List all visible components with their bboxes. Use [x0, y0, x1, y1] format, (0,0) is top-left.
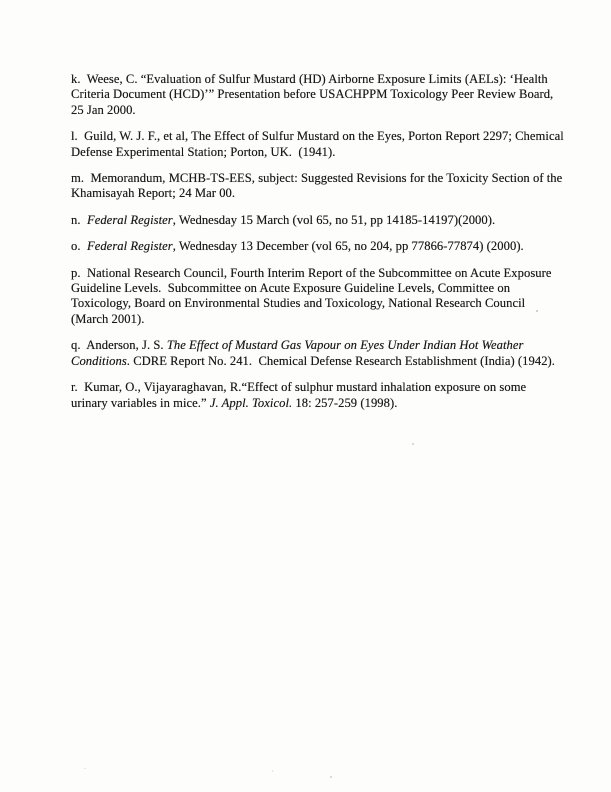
text-line [71, 354, 563, 369]
reference-item-r [71, 380, 563, 411]
text-line [71, 145, 563, 160]
text-run: r. Kumar, O., Vijayaraghavan, R.“Effect of sulphur mustard inhalation exposure on some [71, 380, 527, 395]
italic-text-run: Conditions [71, 353, 127, 368]
text-run: l. Guild, W. J. F., et al, The Effect of Sulfur Mustard on the Eyes, Porton Report 2297; Chemical [71, 129, 564, 144]
text-run: o. [71, 239, 87, 254]
text-line [71, 87, 563, 102]
text-line [71, 281, 563, 296]
text-run: Defense Experimental Station; Porton, UK. (1941). [71, 144, 336, 159]
reference-item-q [71, 338, 563, 369]
text-run: Khamisayah Report; 24 Mar 00. [71, 186, 236, 201]
text-run: . CDRE Report No. 241. Chemical Defense Research Establishment (India) (1942). [126, 353, 555, 368]
text-line [71, 296, 563, 311]
text-run: m. Memorandum, MCHB-TS-EES, subject: Suggested Revisions for the Toxicity Section of the [71, 171, 563, 186]
text-line [71, 239, 563, 254]
text-run: (March 2001). [71, 311, 145, 326]
text-line [71, 380, 563, 395]
scan-speck [536, 310, 538, 312]
text-run: n. [71, 212, 87, 227]
scan-speck [412, 443, 414, 445]
text-run: Criteria Document (HCD)’” Presentation before USACHPPM Toxicology Peer Review Board, [71, 87, 554, 102]
italic-text-run: Federal Register [86, 239, 173, 254]
text-line [71, 338, 563, 353]
italic-text-run: Federal Register [86, 212, 173, 227]
scan-speck [84, 768, 86, 769]
text-line [71, 171, 563, 186]
reference-list [71, 72, 563, 422]
text-run: 18: 257-259 (1998). [292, 395, 398, 410]
reference-item-p [71, 266, 563, 328]
text-line [71, 396, 563, 411]
text-run: Toxicology, Board on Environmental Studies and Toxicology, National Research Council [71, 296, 526, 311]
text-line [71, 72, 563, 87]
scan-speck [330, 776, 332, 778]
text-line [71, 213, 563, 228]
text-line [71, 129, 563, 144]
reference-item-l [71, 129, 563, 160]
italic-text-run: The Effect of Mustard Gas Vapour on Eyes Under Indian Hot Weather [166, 338, 524, 353]
text-run: , Wednesday 13 December (vol 65, no 204, pp 77866-77874) (2000). [172, 239, 524, 254]
italic-text-run: J. Appl. Toxicol. [209, 395, 293, 410]
text-run: Guideline Levels. Subcommittee on Acute Exposure Guideline Levels, Committee on [71, 281, 511, 296]
text-run: urinary variables in mice.” [71, 395, 210, 410]
reference-item-n [71, 213, 563, 228]
text-line [71, 186, 563, 201]
scan-speck [272, 770, 273, 772]
text-line [71, 312, 563, 327]
text-line [71, 103, 563, 118]
reference-item-o [71, 239, 563, 254]
text-line [71, 266, 563, 281]
reference-item-k [71, 72, 563, 118]
text-run: q. Anderson, J. S. [71, 338, 167, 353]
reference-item-m [71, 171, 563, 202]
text-run: p. National Research Council, Fourth Interim Report of the Subcommittee on Acute Exposure [71, 265, 552, 280]
text-run: 25 Jan 2000. [71, 102, 136, 117]
text-run: , Wednesday 15 March (vol 65, no 51, pp 14185-14197)(2000). [172, 212, 496, 227]
text-run: k. Weese, C. “Evaluation of Sulfur Mustard (HD) Airborne Exposure Limits (AELs): ‘Health [71, 72, 548, 86]
